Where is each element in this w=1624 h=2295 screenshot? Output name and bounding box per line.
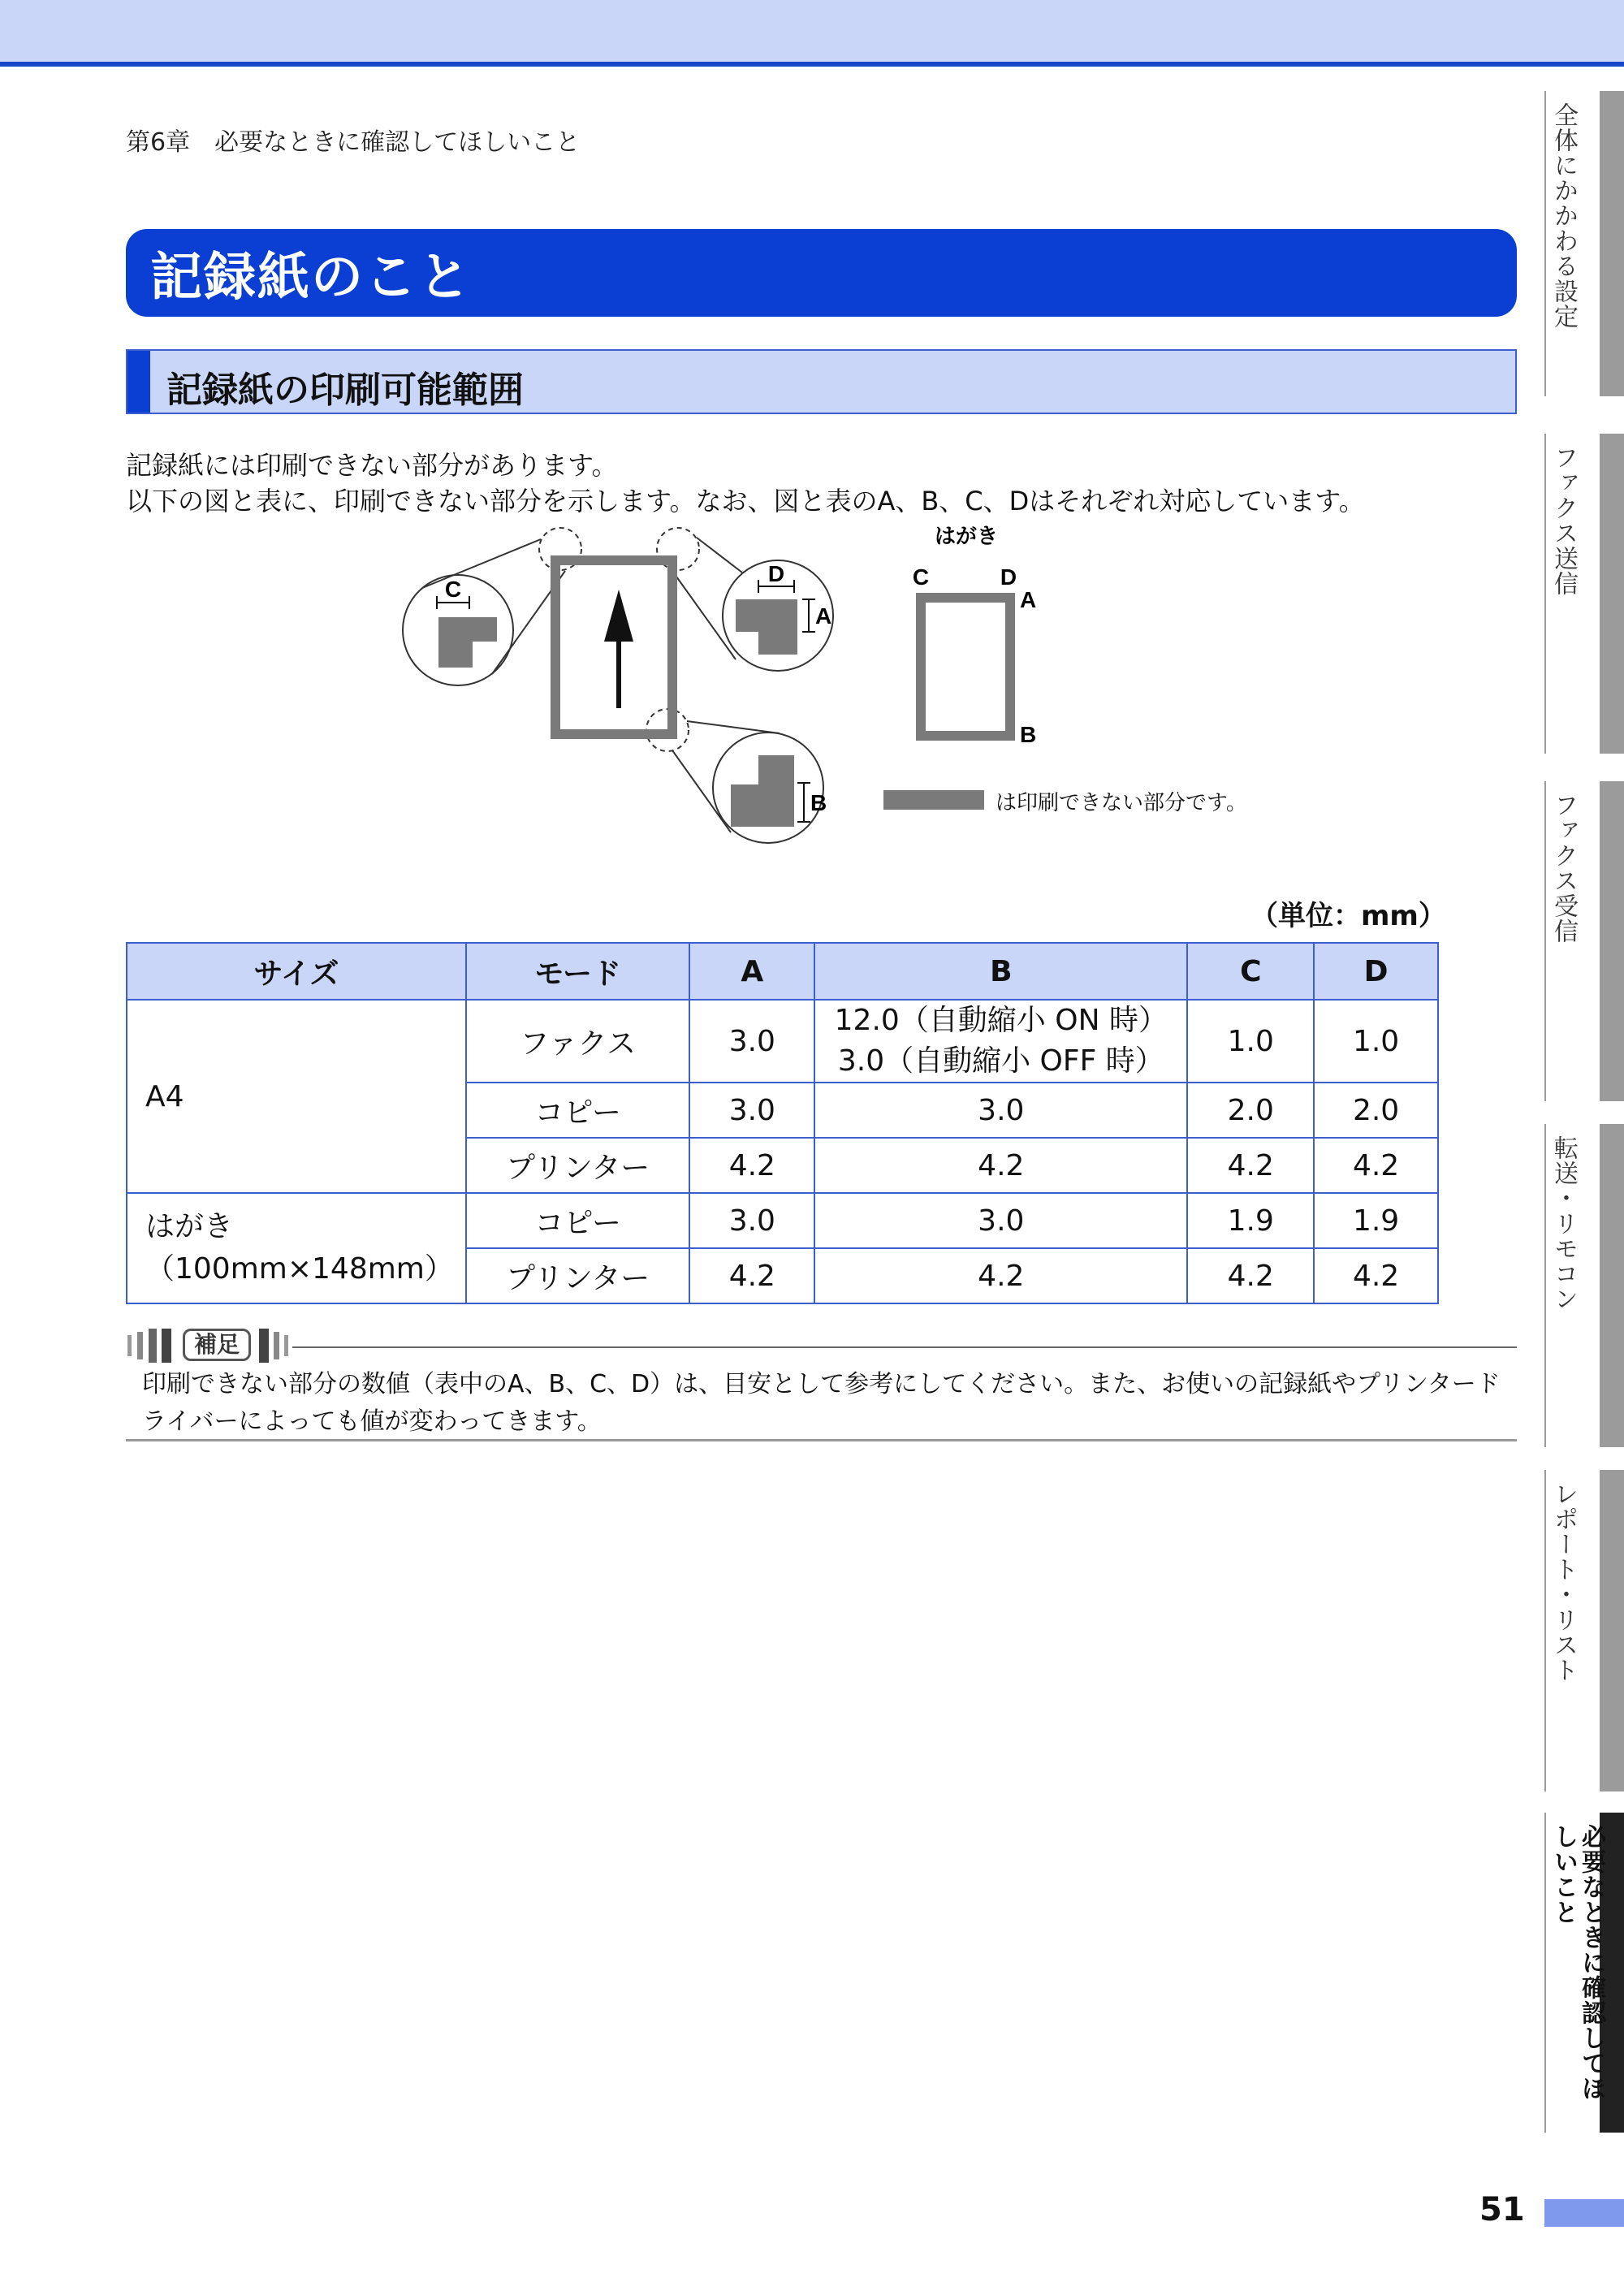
- printable-area-table: [126, 942, 1439, 1304]
- tab-label: 全体にかかわる設定: [1549, 102, 1578, 329]
- postcard-paper-border: [921, 598, 1010, 736]
- header-d: D: [1314, 943, 1438, 1000]
- value-d: 1.9: [1314, 1193, 1438, 1248]
- section-title: 記録紙の印刷可能範囲: [166, 370, 524, 411]
- value-b-line2: 3.0（自動縮小 OFF 時）: [837, 1044, 1164, 1078]
- tab-edge: [1544, 1470, 1546, 1791]
- value-c: 2.0: [1187, 1083, 1314, 1138]
- printable-area-diagram: [0, 0, 1624, 877]
- value-b: 3.0: [814, 1083, 1187, 1138]
- size-hagaki: [127, 1193, 466, 1303]
- mode-cell: プリンター: [466, 1248, 689, 1303]
- tab-edge: [1544, 1813, 1546, 2133]
- tab-fax-send[interactable]: [1544, 434, 1624, 754]
- page-number: 51: [1479, 2191, 1525, 2228]
- connector-line: [687, 721, 780, 733]
- value-d: 4.2: [1314, 1138, 1438, 1193]
- value-b: [814, 1000, 1187, 1083]
- connector-line: [697, 538, 742, 573]
- tab-edge: [1544, 434, 1546, 754]
- header-mode: モード: [466, 943, 689, 1000]
- page-number-bar: [1544, 2199, 1624, 2227]
- tab-troubleshooting[interactable]: [1544, 1813, 1624, 2133]
- page-title: 記録紙のこと: [150, 248, 472, 308]
- value-b: 4.2: [814, 1138, 1187, 1193]
- size-hagaki-line2: （100mm×148mm）: [145, 1252, 454, 1286]
- value-b-line1: 12.0（自動縮小 ON 時）: [834, 1004, 1168, 1037]
- unit-label: （単位：mm）: [1250, 900, 1446, 932]
- tab-label: 転送・リモコン: [1549, 1135, 1578, 1312]
- table-row: [127, 1193, 1438, 1248]
- tab-label: ファクス受信: [1549, 793, 1578, 944]
- header-a: A: [689, 943, 814, 1000]
- tab-bar: [1600, 781, 1624, 1101]
- mode-cell: コピー: [466, 1193, 689, 1248]
- corner-detail-shape: [438, 617, 497, 668]
- label-d: D: [767, 561, 785, 586]
- intro-line-2: 以下の図と表に、印刷できない部分を示します。なお、図と表のA、B、C、Dはそれぞれ対応しています。: [126, 486, 1365, 516]
- label-c: C: [444, 577, 462, 602]
- tab-bar: [1600, 91, 1624, 396]
- intro-line-1: 記録紙には印刷できない部分があります。: [126, 450, 618, 481]
- header-c: C: [1187, 943, 1314, 1000]
- size-hagaki-line1: はがき: [145, 1210, 234, 1243]
- size-a4: A4: [127, 1000, 466, 1193]
- table-row: [127, 1000, 1438, 1083]
- value-b: 3.0: [814, 1193, 1187, 1248]
- mode-cell: ファクス: [466, 1000, 689, 1083]
- a4-paper-border: [555, 560, 672, 734]
- tab-edge: [1544, 1124, 1546, 1447]
- tab-edge: [1544, 91, 1546, 396]
- chapter-label: 第6章 必要なときに確認してほしいこと: [126, 128, 581, 157]
- value-a: 3.0: [689, 1193, 814, 1248]
- value-c: 1.9: [1187, 1193, 1314, 1248]
- table-header-row: [127, 943, 1438, 1000]
- supplement-heading: [126, 1325, 1517, 1366]
- corner-detail-shape: [731, 755, 794, 827]
- label-a: A: [815, 603, 832, 629]
- header-size: サイズ: [127, 943, 466, 1000]
- arrow-head-icon: [604, 590, 633, 642]
- connector-line: [672, 571, 736, 659]
- value-a: 3.0: [689, 1000, 814, 1083]
- tab-bar: [1600, 434, 1624, 754]
- tab-fax-receive[interactable]: [1544, 781, 1624, 1101]
- value-c: 4.2: [1187, 1248, 1314, 1303]
- value-d: 1.0: [1314, 1000, 1438, 1083]
- hagaki-label-c: C: [912, 564, 930, 590]
- value-d: 4.2: [1314, 1248, 1438, 1303]
- corner-detail-shape: [736, 599, 797, 655]
- connector-line: [672, 750, 731, 832]
- tab-label: ファクス送信: [1549, 445, 1578, 596]
- supplement-bottom-rule: [126, 1439, 1517, 1441]
- hagaki-label-b: B: [1020, 722, 1037, 747]
- supplement-text: 印刷できない部分の数値（表中のA、B、C、D）は、目安として参考にしてください。また、お使いの記録紙やプリンタードライバーによっても値が変わってきます。: [142, 1370, 1501, 1436]
- supplement-badge: 補足: [183, 1329, 251, 1361]
- header-b: B: [814, 943, 1187, 1000]
- tab-report-list[interactable]: [1544, 1470, 1624, 1791]
- value-a: 4.2: [689, 1138, 814, 1193]
- tab-label: 必要なときに確認してほしいこと: [1549, 1824, 1605, 2101]
- value-c: 1.0: [1187, 1000, 1314, 1083]
- tab-label: レポート・リスト: [1549, 1481, 1578, 1683]
- hagaki-label-d: D: [1000, 564, 1017, 590]
- legend-swatch: [883, 790, 984, 810]
- tab-bar: [1600, 1124, 1624, 1447]
- mode-cell: プリンター: [466, 1138, 689, 1193]
- tab-forward-remote[interactable]: [1544, 1124, 1624, 1447]
- legend-text: は印刷できない部分です。: [996, 791, 1247, 815]
- tab-bar: [1600, 1470, 1624, 1791]
- label-b: B: [810, 790, 827, 815]
- tab-edge: [1544, 781, 1546, 1101]
- hagaki-label: はがき: [934, 525, 999, 549]
- supplement-rule: [292, 1346, 1517, 1348]
- value-c: 4.2: [1187, 1138, 1314, 1193]
- hagaki-label-a: A: [1020, 587, 1037, 612]
- value-d: 2.0: [1314, 1083, 1438, 1138]
- value-a: 3.0: [689, 1083, 814, 1138]
- value-a: 4.2: [689, 1248, 814, 1303]
- tab-general-settings[interactable]: [1544, 91, 1624, 396]
- mode-cell: コピー: [466, 1083, 689, 1138]
- value-b: 4.2: [814, 1248, 1187, 1303]
